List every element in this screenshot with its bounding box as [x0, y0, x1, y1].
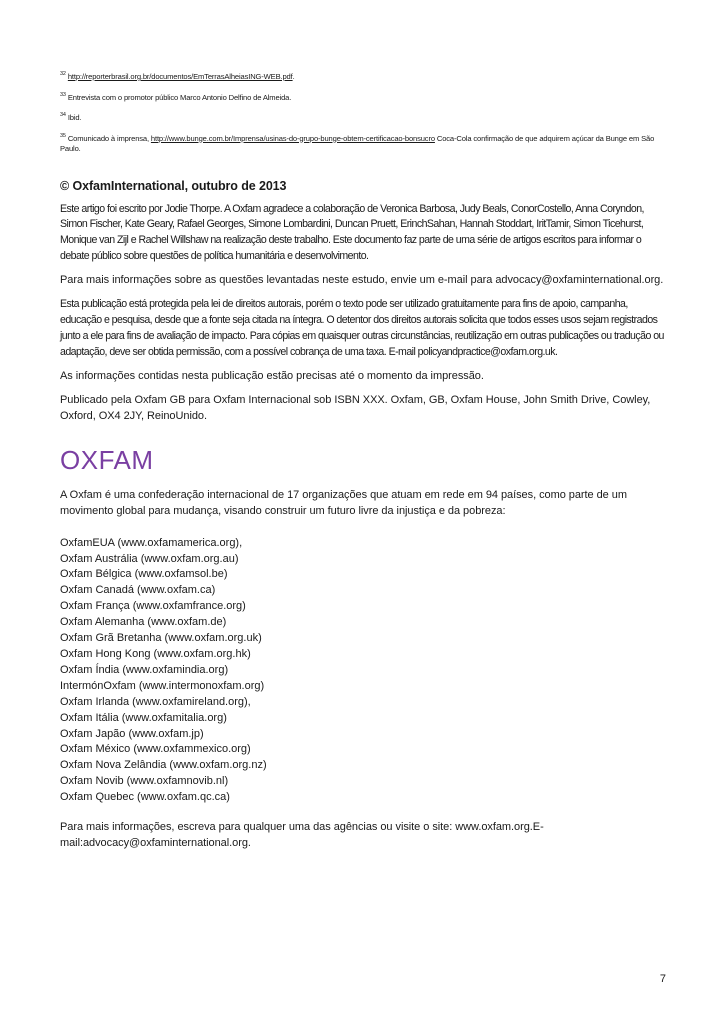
list-item: Oxfam Grã Bretanha (www.oxfam.org.uk): [60, 632, 262, 645]
footnote-number: 33: [60, 91, 66, 98]
list-item: Oxfam Itália (www.oxfamitalia.org): [60, 711, 227, 724]
oxfam-heading: OXFAM: [60, 445, 154, 476]
footnote-text: Entrevista com o promotor público Marco Antonio Delfino de Almeida.: [67, 92, 292, 102]
list-item: Oxfam Austrália (www.oxfam.org.au): [60, 552, 239, 565]
footnote-number: 32: [60, 71, 66, 78]
footnote-number: 35: [60, 132, 66, 139]
rights-paragraph: Esta publicação está protegida pela lei de direitos autorais, porém o texto pode ser utilizado gratuitamente para fins de apoio, campanha, educação e pesquisa, desde que a fonte seja citada na íntegra. O detentor dos direitos autorais solicita que todos esses usos sejam registrados junto a ele para fins de avaliação de impacto. Para cópias em quaisquer outras circunstâncias, reutilização em outras publicações ou tradução ou adaptação, deve ser obtida permissão, com a possível cobrança de uma taxa. E-mail policyandpractice@oxfam.org.uk.: [60, 298, 664, 358]
accuracy-paragraph: As informações contidas nesta publicação estão precisas até o momento da impressão.: [60, 369, 484, 382]
contact-paragraph: Para mais informações, escreva para qualquer uma das agências ou visite o site: www.oxfam.org.E-mail:advocacy@oxfaminternational.org.: [60, 821, 544, 849]
page-content: [60, 72, 670, 861]
footnote-link[interactable]: http://www.bunge.com.br/Imprensa/usinas-do-grupo-bunge-obtem-certificacao-bonsucro: [150, 133, 435, 143]
list-item: Oxfam Novib (www.oxfamnovib.nl): [60, 775, 229, 788]
author-paragraph: Este artigo foi escrito por Jodie Thorpe. A Oxfam agradece a colaboração de Veronica Barbosa, Judy Beals, ConorCostello, Anna Coryndon, Simon Fischer, Kate Geary, Rafael Georges, Simone Lombardini, Duncan Pruett, ErinchSahan, Hannah Stoddart, IritTamir, Simon Ticehurst, Monique van Zijl e Rachel Willshaw na realização deste trabalho. Este documento faz parte de uma série de artigos escritos para informar o debate público sobre questões de política humanitária e desenvolvimento.: [60, 202, 644, 262]
footnote-link[interactable]: http://reporterbrasil.org.br/documentos/EmTerrasAlheiasING-WEB.pdf: [67, 72, 293, 81]
published-paragraph: Publicado pela Oxfam GB para Oxfam Internacional sob ISBN XXX. Oxfam, GB, Oxfam House, John Smith Drive, Cowley, Oxford, OX4 2JY, ReinoUnido.: [60, 394, 651, 423]
list-item: Oxfam Irlanda (www.oxfamireland.org),: [60, 695, 251, 708]
footnote-32: [60, 72, 670, 83]
more-info-paragraph: Para mais informações sobre as questões levantadas neste estudo, envie um e-mail para advocacy@oxfaminternational.org.: [60, 273, 664, 286]
list-item: Oxfam Alemanha (www.oxfam.de): [60, 616, 227, 629]
footnote-34: [60, 113, 670, 124]
page-number: 7: [659, 973, 666, 985]
footnote-text: .: [292, 72, 295, 81]
list-item: Oxfam França (www.oxfamfrance.org): [60, 600, 246, 613]
list-item: OxfamEUA (www.oxfamamerica.org),: [60, 536, 243, 549]
list-item: Oxfam Canadá (www.oxfam.ca): [60, 584, 216, 597]
footnotes: [60, 72, 670, 155]
list-item: Oxfam Hong Kong (www.oxfam.org.hk): [60, 648, 251, 660]
list-item: IntermónOxfam (www.intermonoxfam.org): [60, 679, 265, 692]
footnote-33: [60, 93, 670, 104]
list-item: Oxfam Japão (www.oxfam.jp): [60, 727, 204, 740]
affiliates-list: [60, 536, 670, 806]
list-item: Oxfam Quebec (www.oxfam.qc.ca): [60, 791, 230, 804]
copyright-heading: © OxfamInternational, outubro de 2013: [60, 178, 287, 193]
list-item: Oxfam México (www.oxfammexico.org): [60, 743, 251, 756]
about-paragraph: A Oxfam é uma confederação internacional de 17 organizações que atuam em rede em 94 países, como parte de um movimento global para mudança, visando construir um futuro livre da injustiça e da pobreza:: [60, 489, 627, 517]
footnote-text: Ibid.: [67, 113, 82, 122]
footnote-35: [60, 134, 670, 155]
list-item: Oxfam Nova Zelândia (www.oxfam.org.nz): [60, 759, 267, 772]
footnote-text: Comunicado à imprensa,: [67, 133, 151, 143]
footnote-number: 34: [60, 112, 66, 119]
footnote-text: Coca-Cola confirmação de que adquirem açúcar da Bunge em São Paulo.: [60, 133, 655, 153]
list-item: Oxfam Bélgica (www.oxfamsol.be): [60, 568, 228, 581]
list-item: Oxfam Índia (www.oxfamindia.org): [60, 663, 229, 676]
